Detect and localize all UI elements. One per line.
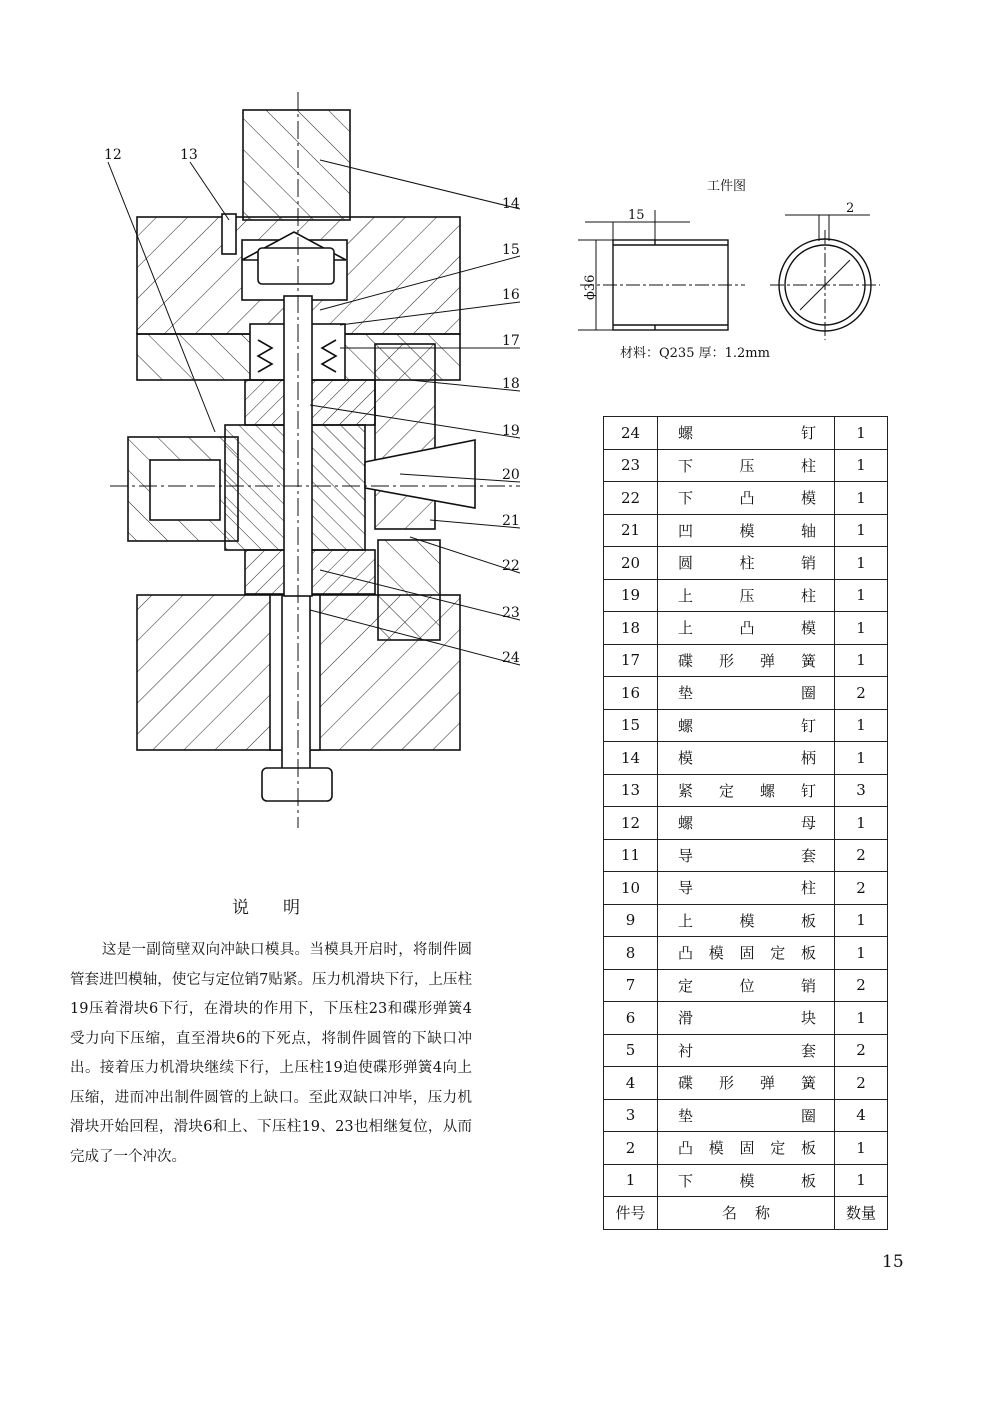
part-number-cell: 7 (604, 969, 658, 1002)
part-name-cell: 螺钉 (658, 709, 835, 742)
part-name-cell: 下压柱 (658, 449, 835, 482)
part-number-cell: 16 (604, 677, 658, 710)
table-row (604, 774, 888, 807)
callout-14: 14 (502, 196, 520, 212)
part-quantity-cell: 2 (835, 677, 888, 710)
table-row (604, 612, 888, 645)
callout-21: 21 (502, 513, 520, 529)
table-row (604, 514, 888, 547)
part-number-cell: 6 (604, 1002, 658, 1035)
part-name-cell: 凹模轴 (658, 514, 835, 547)
part-number-cell: 12 (604, 807, 658, 840)
part-name-cell: 下凸模 (658, 482, 835, 515)
dim-thickness: 2 (846, 201, 855, 216)
part-quantity-cell: 1 (835, 449, 888, 482)
part-quantity-cell: 1 (835, 904, 888, 937)
table-header-row (604, 1197, 888, 1230)
part-quantity-cell: 1 (835, 547, 888, 580)
table-row (604, 839, 888, 872)
part-quantity-cell: 1 (835, 1132, 888, 1165)
table-row (604, 1164, 888, 1197)
part-quantity-cell: 1 (835, 807, 888, 840)
table-row (604, 644, 888, 677)
part-number-cell: 23 (604, 449, 658, 482)
callout-18: 18 (502, 376, 520, 392)
part-name-cell: 模柄 (658, 742, 835, 775)
dim-length: 15 (628, 208, 645, 223)
table-row (604, 1034, 888, 1067)
table-row (604, 449, 888, 482)
table-row (604, 904, 888, 937)
part-name-cell: 上凸模 (658, 612, 835, 645)
part-number-cell: 21 (604, 514, 658, 547)
workpiece-title: 工件图 (707, 179, 747, 194)
part-quantity-cell: 1 (835, 514, 888, 547)
material-note: 材料：Q235 厚：1.2mm (620, 346, 770, 361)
part-number-cell: 13 (604, 774, 658, 807)
workpiece-drawing (578, 179, 880, 361)
part-name-cell: 导套 (658, 839, 835, 872)
part-quantity-cell: 1 (835, 482, 888, 515)
part-number-cell: 3 (604, 1099, 658, 1132)
callout-22: 22 (502, 558, 520, 574)
part-number-cell: 19 (604, 579, 658, 612)
table-row (604, 872, 888, 905)
part-name-cell: 螺钉 (658, 417, 835, 450)
part-quantity-cell: 1 (835, 1002, 888, 1035)
table-row (604, 677, 888, 710)
table-row (604, 709, 888, 742)
assembly-section-view (128, 110, 475, 801)
part-number-cell: 11 (604, 839, 658, 872)
description-body: 这是一副筒壁双向冲缺口模具。当模具开启时，将制件圆管套进凹模轴，使它与定位销7贴紧。压力机滑块下行，上压柱19压着滑块6下行，在滑块的作用下，下压柱23和碟形弹簧4受力向下压缩，直至滑块6的下死点，将制件圆管的下缺口冲出。接着压力机滑块继续下行，上压柱19迫使碟形弹簧4向上压缩，进而冲出制件圆管的上缺口。至此双缺口冲毕，压力机滑块开始回程，滑块6和上、下压柱19、23也相继复位，从而完成了一个冲次。 (70, 942, 472, 1165)
part-name-cell: 垫圈 (658, 677, 835, 710)
part-quantity-cell: 2 (835, 1067, 888, 1100)
upper-punch (375, 344, 435, 529)
part-quantity-cell: 1 (835, 709, 888, 742)
callout-24: 24 (502, 650, 520, 666)
table-row (604, 969, 888, 1002)
part-quantity-cell: 1 (835, 937, 888, 970)
part-number-cell: 24 (604, 417, 658, 450)
table-row (604, 807, 888, 840)
part-number-cell: 5 (604, 1034, 658, 1067)
table-row (604, 1132, 888, 1165)
part-name-cell: 碟形弹簧 (658, 644, 835, 677)
description-title: 说明 (232, 898, 334, 918)
part-number-cell: 14 (604, 742, 658, 775)
table-row (604, 1067, 888, 1100)
callout-12: 12 (104, 147, 122, 163)
part-number-cell: 8 (604, 937, 658, 970)
table-row (604, 742, 888, 775)
part-name-cell: 圆柱销 (658, 547, 835, 580)
part-name-cell: 垫圈 (658, 1099, 835, 1132)
part-quantity-cell: 2 (835, 872, 888, 905)
part-name-cell: 螺母 (658, 807, 835, 840)
table-row (604, 417, 888, 450)
callout-20: 20 (502, 467, 520, 483)
part-quantity-cell: 1 (835, 417, 888, 450)
part-name-cell: 碟形弹簧 (658, 1067, 835, 1100)
dim-diameter: ϕ36 (583, 274, 598, 300)
part-number-cell: 15 (604, 709, 658, 742)
part-quantity-cell: 1 (835, 579, 888, 612)
header-part-number: 件号 (604, 1197, 658, 1230)
part-quantity-cell: 2 (835, 839, 888, 872)
part-quantity-cell: 2 (835, 1034, 888, 1067)
part-name-cell: 定位销 (658, 969, 835, 1002)
part-name-cell: 凸模固定板 (658, 937, 835, 970)
callout-16: 16 (502, 287, 520, 303)
part-quantity-cell: 1 (835, 644, 888, 677)
part-name-cell: 衬套 (658, 1034, 835, 1067)
part-name-cell: 凸模固定板 (658, 1132, 835, 1165)
callout-15: 15 (502, 242, 520, 258)
callout-23: 23 (502, 605, 520, 621)
part-quantity-cell: 1 (835, 1164, 888, 1197)
part-quantity-cell: 2 (835, 969, 888, 1002)
part-name-cell: 紧定螺钉 (658, 774, 835, 807)
table-row (604, 547, 888, 580)
part-number-cell: 20 (604, 547, 658, 580)
part-number-cell: 1 (604, 1164, 658, 1197)
part-name-cell: 导柱 (658, 872, 835, 905)
callout-17: 17 (502, 333, 520, 349)
screw-24 (282, 595, 310, 770)
parts-list-table (603, 416, 888, 1230)
callout-19: 19 (502, 423, 520, 439)
page-number: 15 (882, 1252, 904, 1272)
callout-13: 13 (180, 147, 198, 163)
header-part-name: 名称 (658, 1197, 835, 1230)
shank-part (243, 110, 350, 220)
header-quantity: 数量 (835, 1197, 888, 1230)
part-number-cell: 18 (604, 612, 658, 645)
part-quantity-cell: 4 (835, 1099, 888, 1132)
part-quantity-cell: 1 (835, 742, 888, 775)
part-number-cell: 22 (604, 482, 658, 515)
part-name-cell: 滑块 (658, 1002, 835, 1035)
part-quantity-cell: 1 (835, 612, 888, 645)
part-quantity-cell: 3 (835, 774, 888, 807)
part-number-cell: 17 (604, 644, 658, 677)
part-name-cell: 上模板 (658, 904, 835, 937)
table-row (604, 482, 888, 515)
part-number-cell: 9 (604, 904, 658, 937)
table-row (604, 579, 888, 612)
part-name-cell: 下模板 (658, 1164, 835, 1197)
part-name-cell: 上压柱 (658, 579, 835, 612)
table-row (604, 1099, 888, 1132)
table-row (604, 937, 888, 970)
part-number-cell: 4 (604, 1067, 658, 1100)
table-row (604, 1002, 888, 1035)
part-number-cell: 2 (604, 1132, 658, 1165)
part-number-cell: 10 (604, 872, 658, 905)
